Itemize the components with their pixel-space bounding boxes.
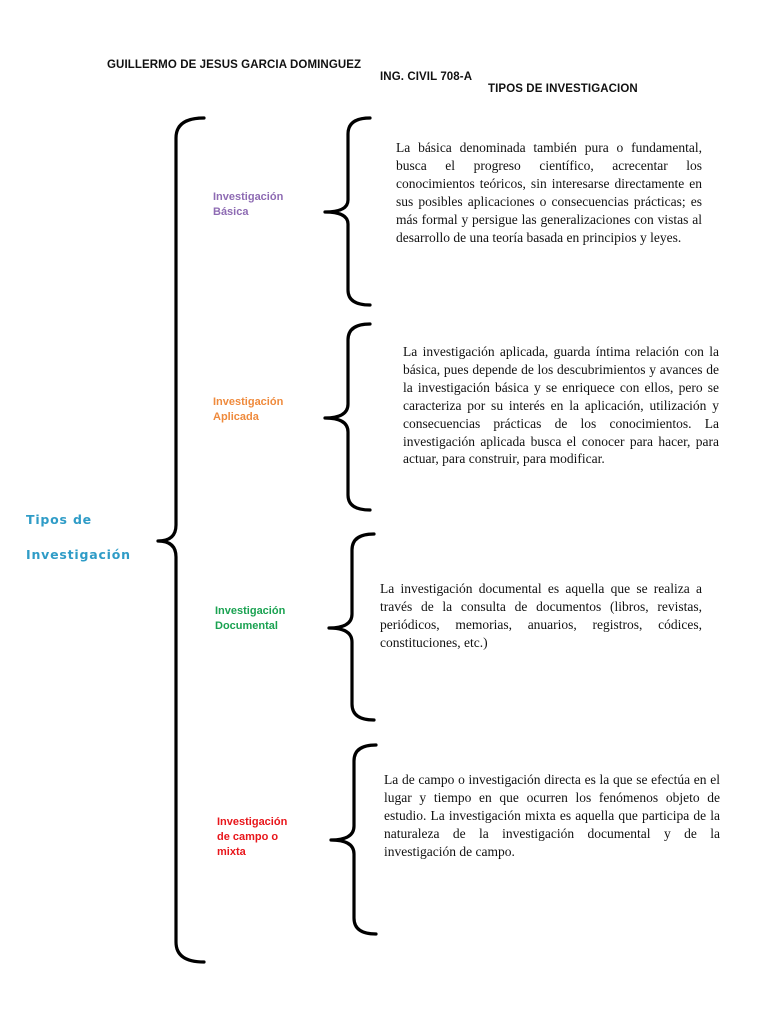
- label-line: Investigación: [217, 816, 288, 828]
- label-investigacion-aplicada: [213, 395, 283, 425]
- author-name: GUILLERMO DE JESUS GARCIA DOMINGUEZ: [107, 59, 362, 71]
- description-basica: La básica denominada también pura o fundamental, busca el progreso científico, acrecentar los conocimientos teóricos, sin interesarse directamente en sus posibles aplicaciones o consecuencias prácticas; es más formal y persigue las generalizaciones con vistas al desarrollo de una teoría basada en principios y leyes.: [396, 140, 702, 245]
- main-title-line2: Investigación: [26, 547, 131, 562]
- course-code: ING. CIVIL 708-A: [380, 71, 473, 83]
- label-investigacion-campo-mixta: [217, 815, 287, 862]
- label-line: mixta: [217, 846, 246, 858]
- label-line: Documental: [215, 620, 278, 632]
- label-line: Aplicada: [213, 411, 259, 423]
- description-campo: La de campo o investigación directa es la que se efectúa en el lugar y tiempo en que ocurren los fenómenos objeto de estudio. La investigación mixta es aquella que participa de la naturaleza de la investigación documental y de la investigación de campo.: [384, 772, 720, 859]
- label-line: Investigación: [213, 191, 284, 203]
- main-title-line1: Tipos de: [26, 512, 92, 527]
- description-documental: La investigación documental es aquella que se realiza a través de la consulta de documentos (libros, revistas, periódicos, memorias, anuarios, registros, códices, constituciones, etc.): [380, 581, 702, 650]
- brace-basica: [325, 118, 370, 305]
- label-line: de campo o: [217, 831, 279, 843]
- description-aplicada: La investigación aplicada, guarda íntima relación con la básica, pues depende de los descubrimientos y avances de la investigación básica y se enriquece con ellos, pero se caracteriza por su interés en la aplicación, utilización y consecuencias prácticas de los conocimientos. La investigación aplicada busca el conocer para hacer, para actuar, para construir, para modificar.: [403, 344, 719, 467]
- main-brace: [158, 118, 204, 962]
- label-line: Básica: [213, 206, 249, 218]
- label-investigacion-basica: [213, 190, 283, 220]
- label-investigacion-documental: [215, 604, 285, 634]
- document-topic: TIPOS DE INVESTIGACION: [488, 83, 638, 95]
- label-line: Investigación: [213, 396, 284, 408]
- label-line: Investigación: [215, 605, 286, 617]
- brace-documental: [329, 534, 374, 720]
- brace-campo: [331, 745, 376, 934]
- brace-aplicada: [325, 324, 370, 510]
